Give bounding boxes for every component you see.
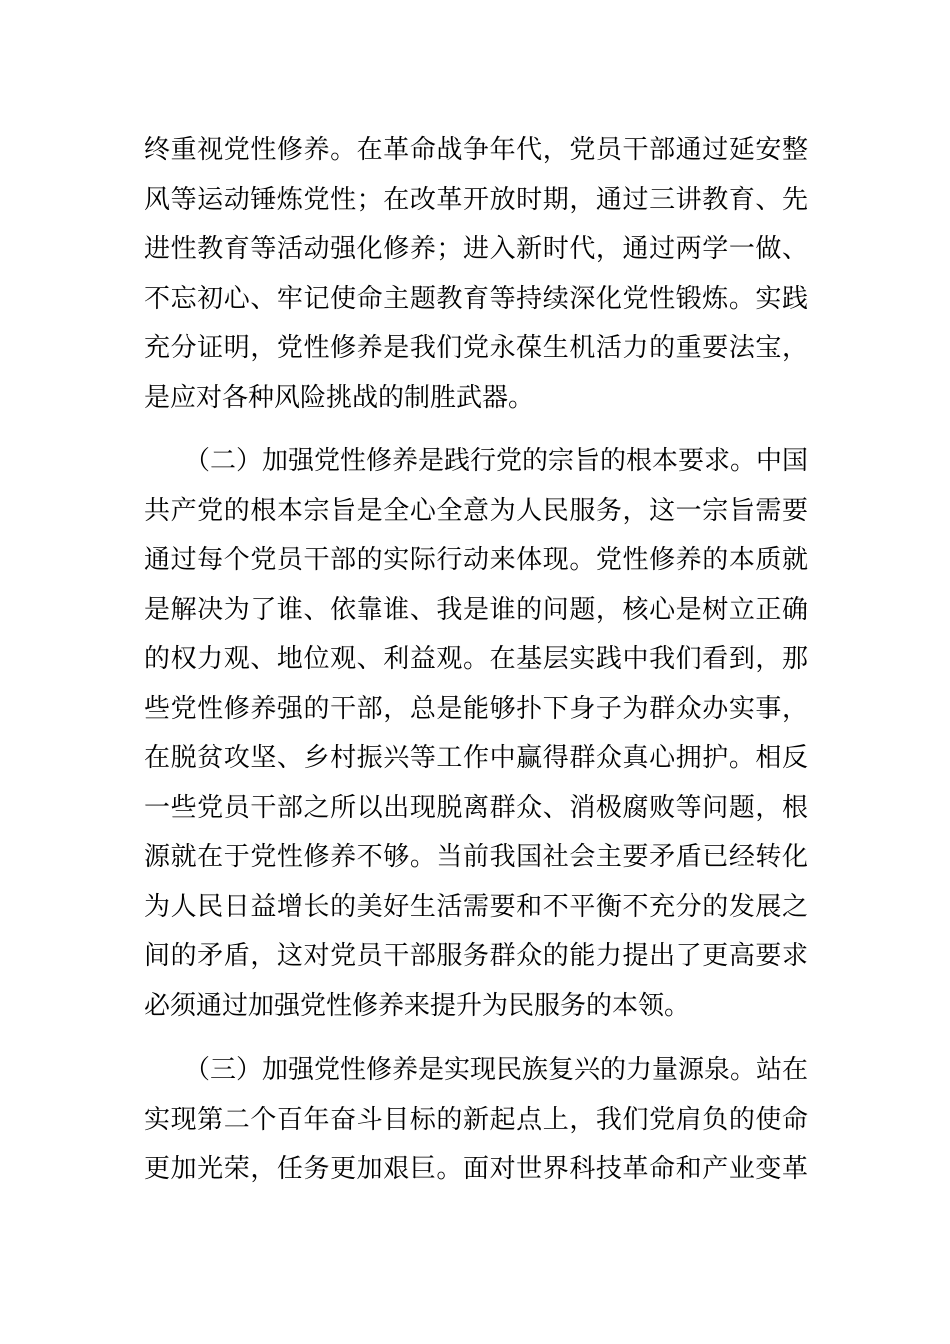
text-line: 通过每个党员干部的实际行动来体现。党性修养的本质就	[144, 545, 808, 575]
text-line: 是应对各种风险挑战的制胜武器。	[144, 382, 535, 413]
text-line: 实现第二个百年奋斗目标的新起点上，我们党肩负的使命	[144, 1104, 808, 1135]
text-line: 为人民日益增长的美好生活需要和不平衡不充分的发展之	[144, 891, 808, 922]
text-line: 充分证明，党性修养是我们党永葆生机活力的重要法宝，	[144, 333, 808, 363]
text-line: 共产党的根本宗旨是全心全意为人民服务，这一宗旨需要	[144, 495, 808, 526]
section-heading-line: （二）加强党性修养是践行党的宗旨的根本要求。中国	[184, 446, 809, 476]
text-line: 风等运动锤炼党性；在改革开放时期，通过三讲教育、先	[144, 184, 808, 215]
text-line: 必须通过加强党性修养来提升为民服务的本领。	[144, 990, 691, 1021]
text-line: 不忘初心、牢记使命主题教育等持续深化党性锻炼。实践	[144, 283, 808, 314]
text-line: 些党性修养强的干部，总是能够扑下身子为群众办实事，	[144, 693, 808, 724]
text-line: 在脱贫攻坚、乡村振兴等工作中赢得群众真心拥护。相反	[144, 743, 808, 773]
paragraph-1	[144, 126, 808, 423]
section-heading-line: （三）加强党性修养是实现民族复兴的力量源泉。站在	[184, 1055, 809, 1085]
text-line: 是解决为了谁、依靠谁、我是谁的问题，核心是树立正确	[144, 594, 808, 625]
text-line: 源就在于党性修养不够。当前我国社会主要矛盾已经转化	[144, 842, 808, 872]
text-line: 终重视党性修养。在革命战争年代，党员干部通过延安整	[144, 135, 808, 165]
text-line: 间的矛盾，这对党员干部服务群众的能力提出了更高要求	[144, 941, 808, 971]
text-line: 一些党员干部之所以出现脱离群众、消极腐败等问题，根	[144, 792, 808, 823]
paragraph-3	[144, 1046, 808, 1195]
paragraph-2	[144, 437, 808, 1031]
text-line: 进性教育等活动强化修养；进入新时代，通过两学一做、	[144, 234, 808, 264]
text-line: 更加光荣，任务更加艰巨。面对世界科技革命和产业变革	[144, 1154, 808, 1184]
text-line: 的权力观、地位观、利益观。在基层实践中我们看到，那	[144, 644, 808, 674]
